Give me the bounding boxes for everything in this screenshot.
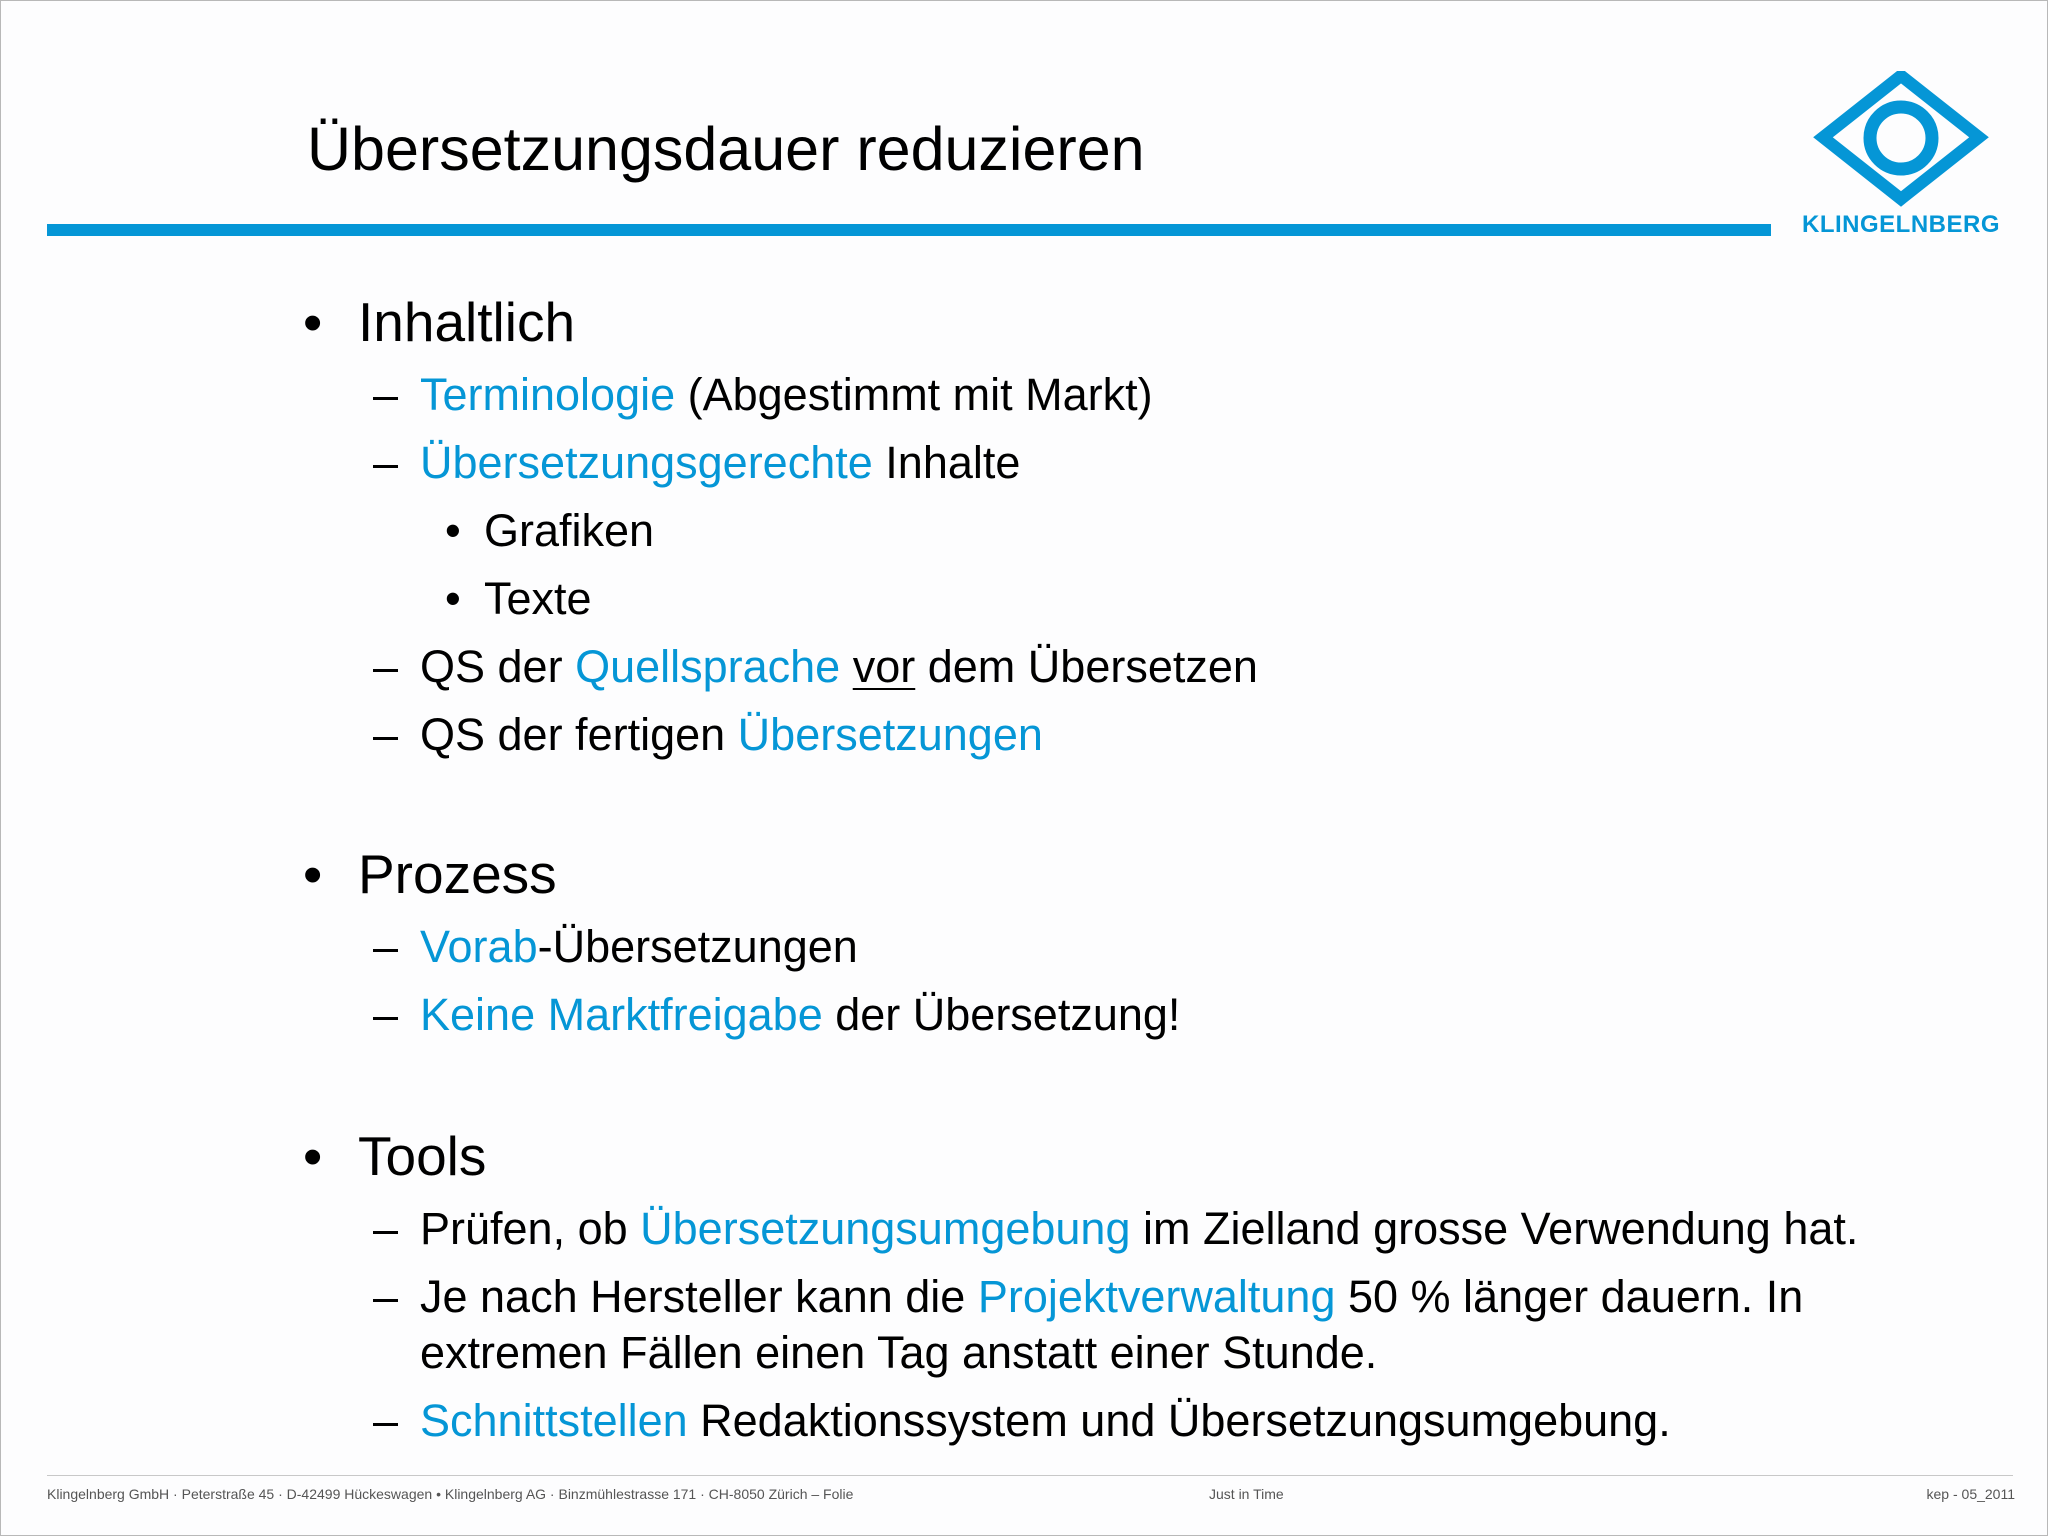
bullet-marker: • [445,505,461,556]
footer-author-date: kep - 05_2011 [1926,1486,2015,1502]
term-vorab: Vorab [420,921,538,972]
term-schnittstellen: Schnittstellen [420,1395,688,1446]
pruefen-pre: Prüfen, ob [420,1203,641,1254]
term-keine-marktfreigabe: Keine Marktfreigabe [420,989,823,1040]
dash-marker: – [373,1395,399,1446]
qs-quelle-pre: QS der [420,641,576,692]
term-terminologie: Terminologie [420,369,676,420]
qs-quelle-rest: dem Übersetzen [915,641,1258,692]
dash-marker: – [373,437,399,488]
heading-tools: Tools [358,1125,487,1187]
item-hersteller-continuation: extremen Fällen einen Tag anstatt einer Stunde. [420,1327,1378,1378]
term-quellsprache: Quellsprache [575,641,841,692]
footer-divider [47,1475,2013,1476]
dash-marker: – [373,369,399,420]
footer-title: Just in Time [1209,1486,1284,1502]
item-terminologie [373,367,1153,423]
qs-quelle-space [840,641,853,692]
term-projektverwaltung: Projektverwaltung [977,1271,1336,1322]
item-pruefen [373,1201,1858,1257]
dash-marker: – [373,1271,399,1322]
dash-marker: – [373,989,399,1040]
hersteller-pre: Je nach Hersteller kann die [420,1271,978,1322]
term-marktfreigabe-rest: der Übersetzung! [822,989,1181,1040]
schnitt-rest: Redaktionssystem und Übersetzungsumgebung. [687,1395,1671,1446]
item-hersteller [373,1269,1803,1325]
bullet-inhaltlich [303,289,575,355]
qs-fertig-pre: QS der fertigen [420,709,738,760]
subitem-grafiken [445,503,654,559]
pruefen-rest: im Zielland grosse Verwendung hat. [1130,1203,1859,1254]
heading-inhaltlich: Inhaltlich [358,291,576,353]
logo-wordmark: KLINGELNBERG [1802,211,2000,238]
subitem-texte [445,571,592,627]
subitem-texte-label: Texte [484,573,592,624]
bullet-marker: • [303,1125,323,1187]
subitem-grafiken-label: Grafiken [484,505,655,556]
term-uebersetzungsumgebung: Übersetzungsumgebung [640,1203,1131,1254]
bullet-marker: • [445,573,461,624]
slide-title: Übersetzungsdauer reduzieren [307,115,1145,183]
term-vorab-rest: -Übersetzungen [537,921,858,972]
dash-marker: – [373,709,399,760]
dash-marker: – [373,1203,399,1254]
term-uebersetzungen: Übersetzungen [737,709,1043,760]
underlined-vor: vor [852,641,916,692]
term-uebersetzungsgerechte-rest: Inhalte [872,437,1021,488]
item-vorab [373,919,858,975]
item-qs-quellsprache [373,639,1258,695]
item-schnittstellen [373,1393,1671,1449]
dash-marker: – [373,641,399,692]
slide-content [1,1,2048,1481]
item-qs-fertig [373,707,1043,763]
term-terminologie-rest: (Abgestimmt mit Markt) [675,369,1153,420]
dash-marker: – [373,921,399,972]
bullet-marker: • [303,843,323,905]
item-uebersetzungsgerechte [373,435,1020,491]
item-marktfreigabe [373,987,1180,1043]
hersteller-rest: 50 % länger dauern. In [1335,1271,1804,1322]
bullet-marker: • [303,291,323,353]
term-uebersetzungsgerechte: Übersetzungsgerechte [420,437,873,488]
footer-company: Klingelnberg GmbH · Peterstraße 45 · D-42499 Hückeswagen • Klingelnberg AG · Binzmühlestrasse 171 · CH-8050 Zürich – Folie [47,1486,854,1502]
heading-prozess: Prozess [358,843,557,905]
bullet-prozess [303,841,557,907]
bullet-tools [303,1123,486,1189]
